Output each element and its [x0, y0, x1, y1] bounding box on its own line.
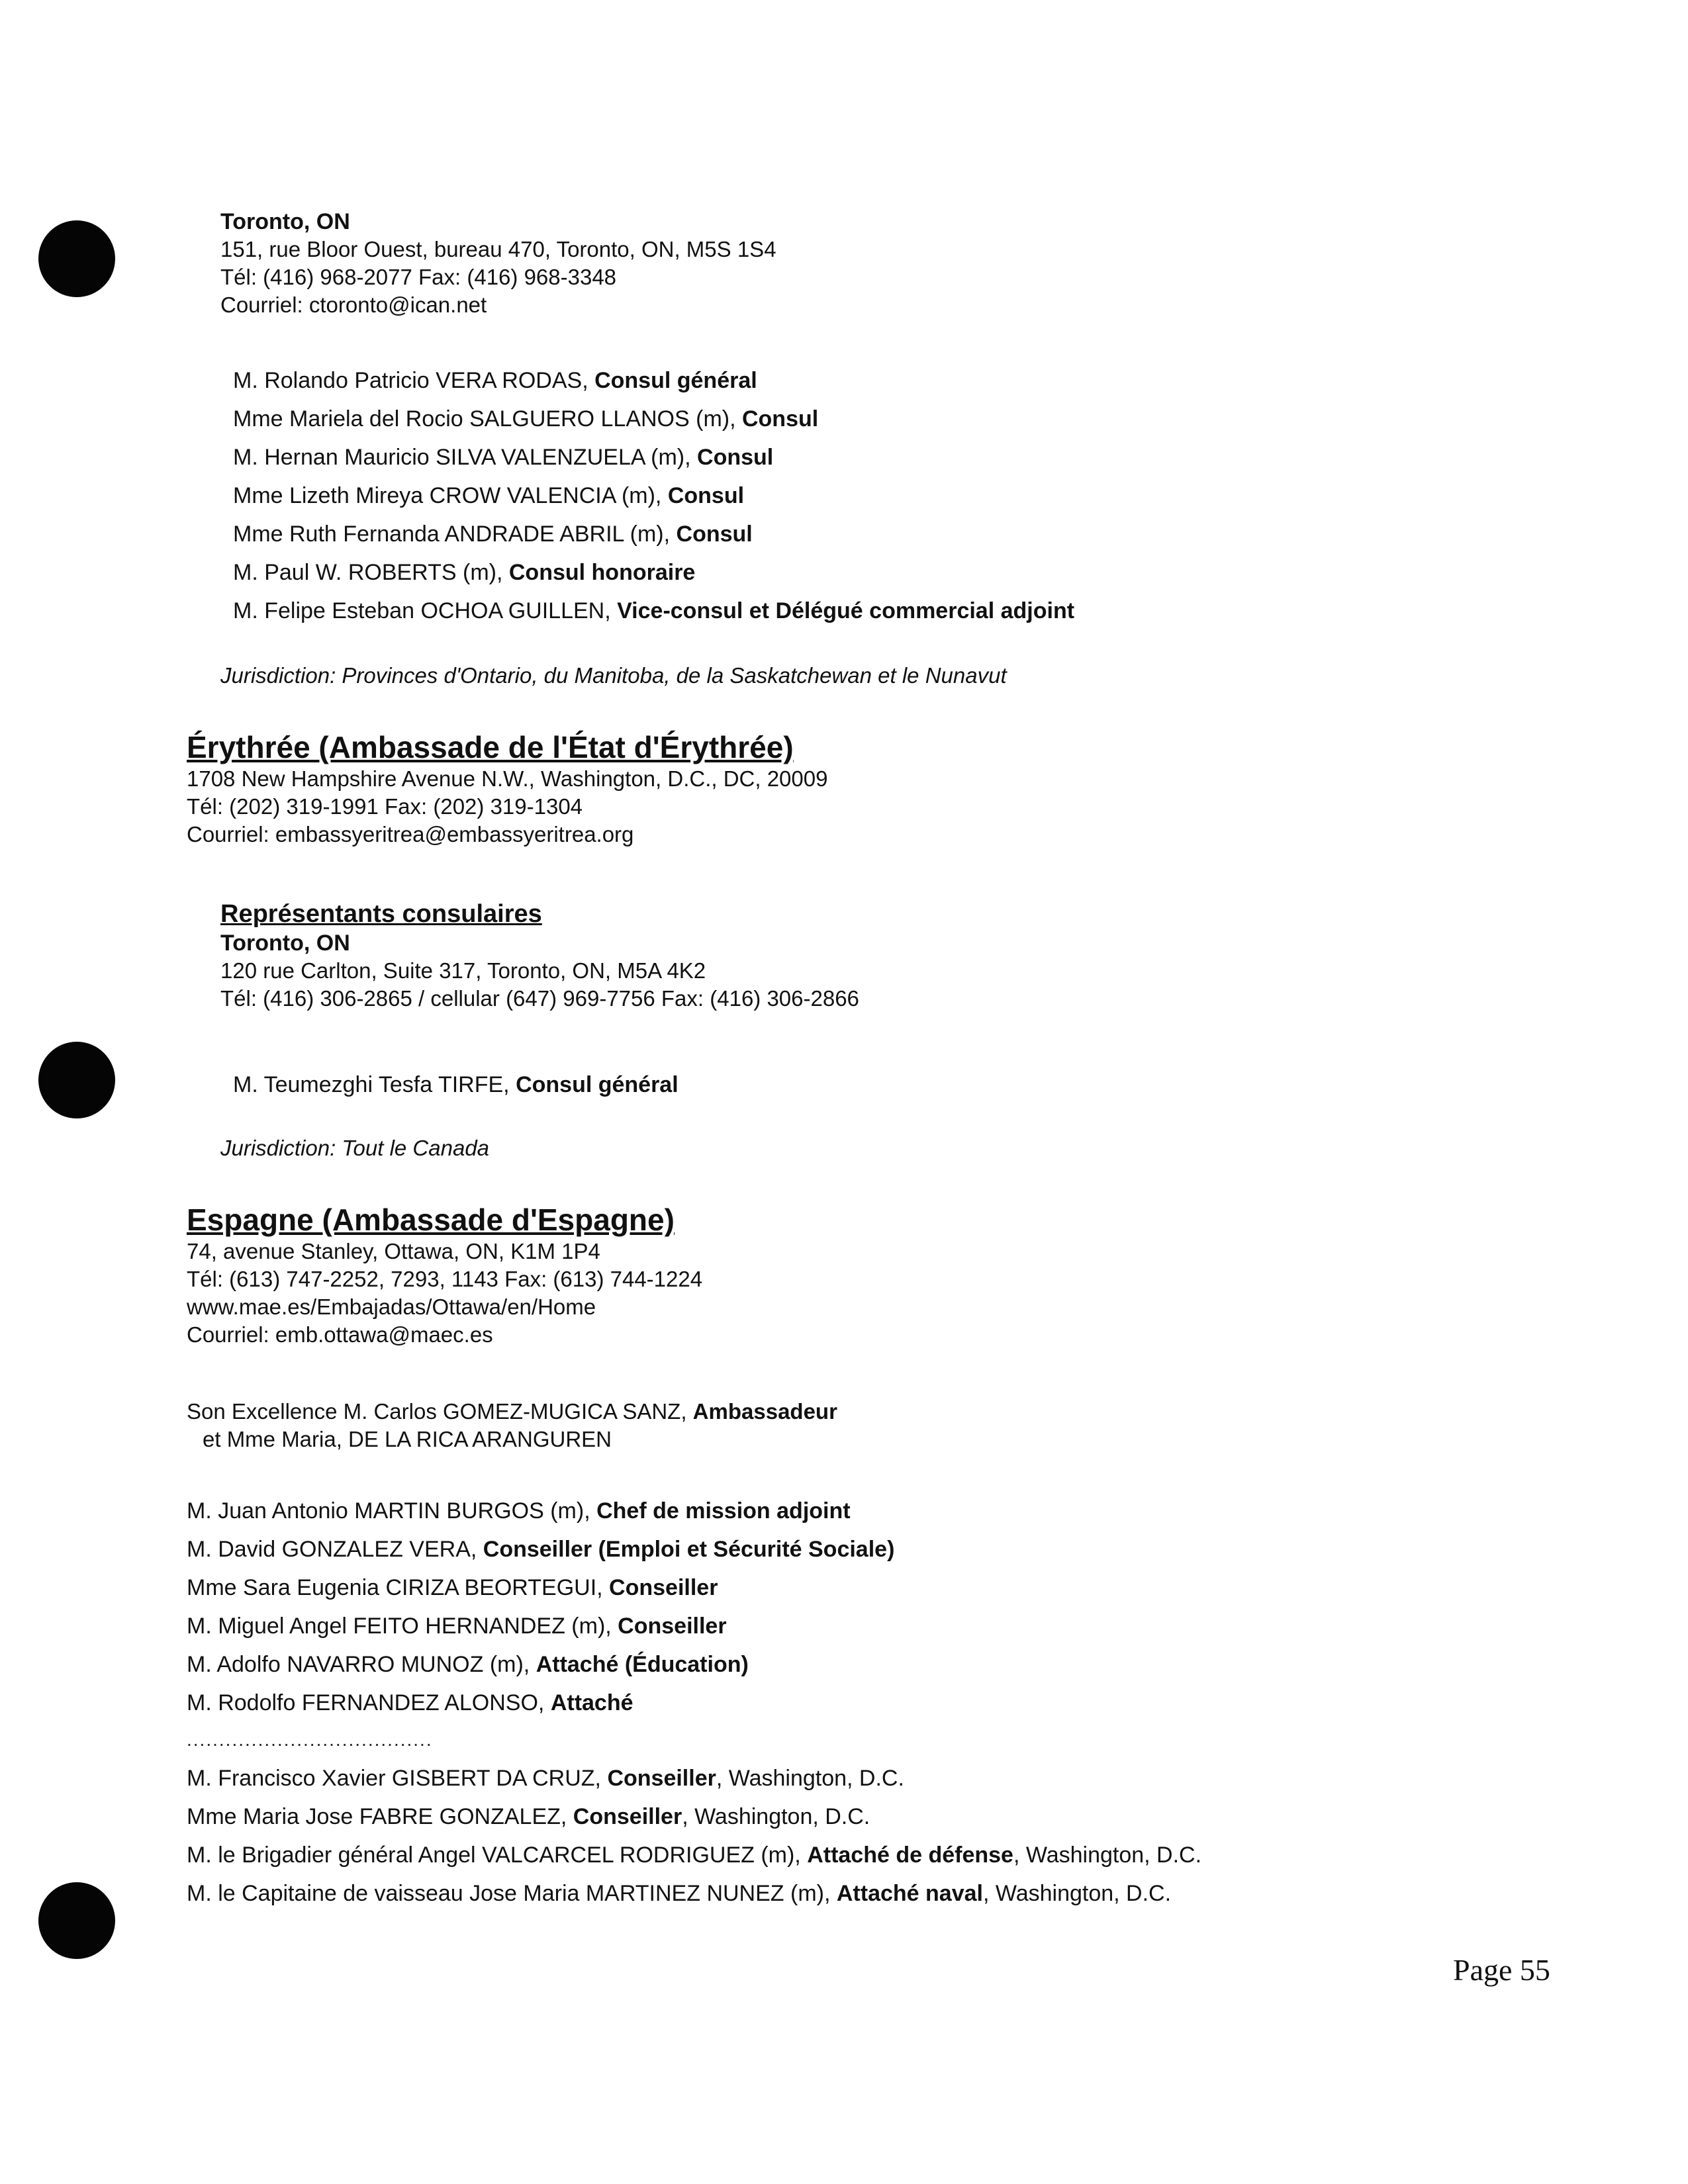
- staff-name: M. Felipe Esteban OCHOA GUILLEN,: [233, 598, 618, 623]
- staff-location: , Washington, D.C.: [716, 1766, 904, 1791]
- staff-name: M. Juan Antonio MARTIN BURGOS (m),: [187, 1498, 597, 1524]
- phone-fax: Tél: (202) 319-1991 Fax: (202) 319-1304: [187, 794, 583, 819]
- address: 74, avenue Stanley, Ottawa, ON, K1M 1P4: [187, 1239, 600, 1263]
- ambassador-line: [187, 1398, 837, 1426]
- toronto-staff-list: [233, 361, 1074, 630]
- staff-title: Consul: [741, 406, 819, 432]
- staff-entry: [233, 1066, 679, 1104]
- staff-entry: [187, 1645, 894, 1684]
- ambassador-name: Son Excellence M. Carlos GOMEZ-MUGICA SANZ,: [187, 1399, 693, 1424]
- staff-entry: [233, 400, 1074, 438]
- staff-name: M. Francisco Xavier GISBERT DA CRUZ,: [187, 1766, 608, 1791]
- staff-entry: [233, 592, 1074, 630]
- staff-title: Conseiller (Emploi et Sécurité Sociale): [483, 1537, 895, 1562]
- email: Courriel: ctoronto@ican.net: [220, 293, 487, 317]
- staff-title: Attaché: [550, 1690, 633, 1715]
- staff-title: Attaché naval: [836, 1881, 983, 1906]
- staff-name: M. Paul W. ROBERTS (m),: [233, 560, 509, 585]
- address: 1708 New Hampshire Avenue N.W., Washington, D.C., DC, 20009: [187, 766, 828, 791]
- staff-name: M. Rolando Patricio VERA RODAS,: [233, 368, 595, 393]
- eritrea-section: [187, 729, 827, 848]
- toronto-consulate-header: [220, 208, 776, 319]
- staff-entry: [187, 1797, 1201, 1836]
- staff-location: , Washington, D.C.: [1013, 1843, 1202, 1868]
- staff-location: , Washington, D.C.: [682, 1804, 870, 1829]
- staff-title: Consul général: [516, 1072, 679, 1097]
- city-heading: Toronto, ON: [220, 931, 350, 956]
- staff-entry: [233, 477, 1074, 515]
- staff-name: M. Miguel Angel FEITO HERNANDEZ (m),: [187, 1614, 618, 1639]
- spain-section: [187, 1202, 702, 1349]
- eritrea-jurisdiction: Jurisdiction: Tout le Canada: [220, 1136, 490, 1160]
- staff-entry: [187, 1684, 894, 1722]
- staff-title: Conseiller: [618, 1614, 727, 1639]
- email: Courriel: emb.ottawa@maec.es: [187, 1322, 493, 1347]
- toronto-jurisdiction: Jurisdiction: Provinces d'Ontario, du Manitoba, de la Saskatchewan et le Nunavut: [220, 663, 1007, 688]
- page-number: Page 55: [1453, 1953, 1550, 1987]
- separator-dots: ......................................: [187, 1729, 433, 1750]
- staff-entry: [233, 438, 1074, 477]
- city-heading: Toronto, ON: [220, 209, 350, 234]
- section-title: Espagne (Ambassade d'Espagne): [187, 1203, 675, 1237]
- staff-entry: [233, 553, 1074, 592]
- subsection-title: Représentants consulaires: [220, 900, 542, 928]
- staff-title: Vice-consul et Délégué commercial adjoint: [617, 598, 1075, 623]
- staff-entry: [187, 1607, 894, 1645]
- staff-title: Chef de mission adjoint: [596, 1498, 851, 1524]
- staff-title: Consul général: [594, 368, 757, 393]
- staff-name: M. le Brigadier général Angel VALCARCEL RODRIGUEZ (m),: [187, 1843, 808, 1868]
- staff-entry: [187, 1874, 1201, 1913]
- staff-title: Consul: [676, 522, 753, 547]
- staff-title: Conseiller: [609, 1575, 718, 1600]
- spain-staff-list: [187, 1492, 894, 1722]
- staff-name: Mme Lizeth Mireya CROW VALENCIA (m),: [233, 483, 668, 508]
- staff-name: Mme Ruth Fernanda ANDRADE ABRIL (m),: [233, 522, 677, 547]
- phone-fax: Tél: (416) 968-2077 Fax: (416) 968-3348: [220, 265, 617, 289]
- staff-name: Mme Maria Jose FABRE GONZALEZ,: [187, 1804, 573, 1829]
- staff-name: Mme Sara Eugenia CIRIZA BEORTEGUI,: [187, 1575, 610, 1600]
- eritrea-staff-list: [233, 1066, 679, 1104]
- staff-name: M. le Capitaine de vaisseau Jose Maria MARTINEZ NUNEZ (m),: [187, 1881, 837, 1906]
- binder-hole: [38, 1042, 115, 1118]
- staff-title: Attaché (Éducation): [536, 1652, 749, 1677]
- staff-name: M. Teumezghi Tesfa TIRFE,: [233, 1072, 516, 1097]
- staff-name: Mme Mariela del Rocio SALGUERO LLANOS (m),: [233, 406, 742, 432]
- staff-title: Consul: [667, 483, 745, 508]
- website: www.mae.es/Embajadas/Ottawa/en/Home: [187, 1295, 596, 1319]
- staff-title: Conseiller: [573, 1804, 682, 1829]
- staff-title: Consul honoraire: [508, 560, 696, 585]
- ambassador-spouse: et Mme Maria, DE LA RICA ARANGUREN: [203, 1427, 612, 1451]
- binder-hole: [38, 1882, 115, 1959]
- binder-hole: [38, 220, 115, 297]
- staff-location: , Washington, D.C.: [982, 1881, 1172, 1906]
- staff-entry: [233, 361, 1074, 400]
- address: 120 rue Carlton, Suite 317, Toronto, ON, M5A 4K2: [220, 958, 706, 983]
- staff-title: Consul: [697, 445, 774, 470]
- staff-title: Attaché de défense: [807, 1843, 1013, 1868]
- phone-fax: Tél: (613) 747-2252, 7293, 1143 Fax: (613) 744-1224: [187, 1267, 703, 1291]
- email: Courriel: embassyeritrea@embassyeritrea.org: [187, 822, 634, 846]
- staff-name: M. Adolfo NAVARRO MUNOZ (m),: [187, 1652, 536, 1677]
- staff-entry: [187, 1492, 894, 1530]
- staff-name: M. David GONZALEZ VERA,: [187, 1537, 483, 1562]
- staff-title: Conseiller: [607, 1766, 716, 1791]
- phone-fax: Tél: (416) 306-2865 / cellular (647) 969-7756 Fax: (416) 306-2866: [220, 986, 859, 1011]
- staff-entry: [187, 1569, 894, 1607]
- staff-entry: [187, 1759, 1201, 1797]
- address: 151, rue Bloor Ouest, bureau 470, Toronto, ON, M5S 1S4: [220, 237, 776, 261]
- eritrea-consular: [220, 899, 859, 1013]
- section-title: Érythrée (Ambassade de l'État d'Érythrée): [187, 730, 794, 764]
- ambassador: [187, 1398, 837, 1453]
- staff-entry: [187, 1836, 1201, 1874]
- staff-entry: [233, 515, 1074, 553]
- ambassador-title: Ambassadeur: [692, 1399, 837, 1424]
- staff-name: M. Rodolfo FERNANDEZ ALONSO,: [187, 1690, 551, 1715]
- staff-name: M. Hernan Mauricio SILVA VALENZUELA (m),: [233, 445, 698, 470]
- spain-washington-staff-list: [187, 1759, 1201, 1913]
- staff-entry: [187, 1530, 894, 1569]
